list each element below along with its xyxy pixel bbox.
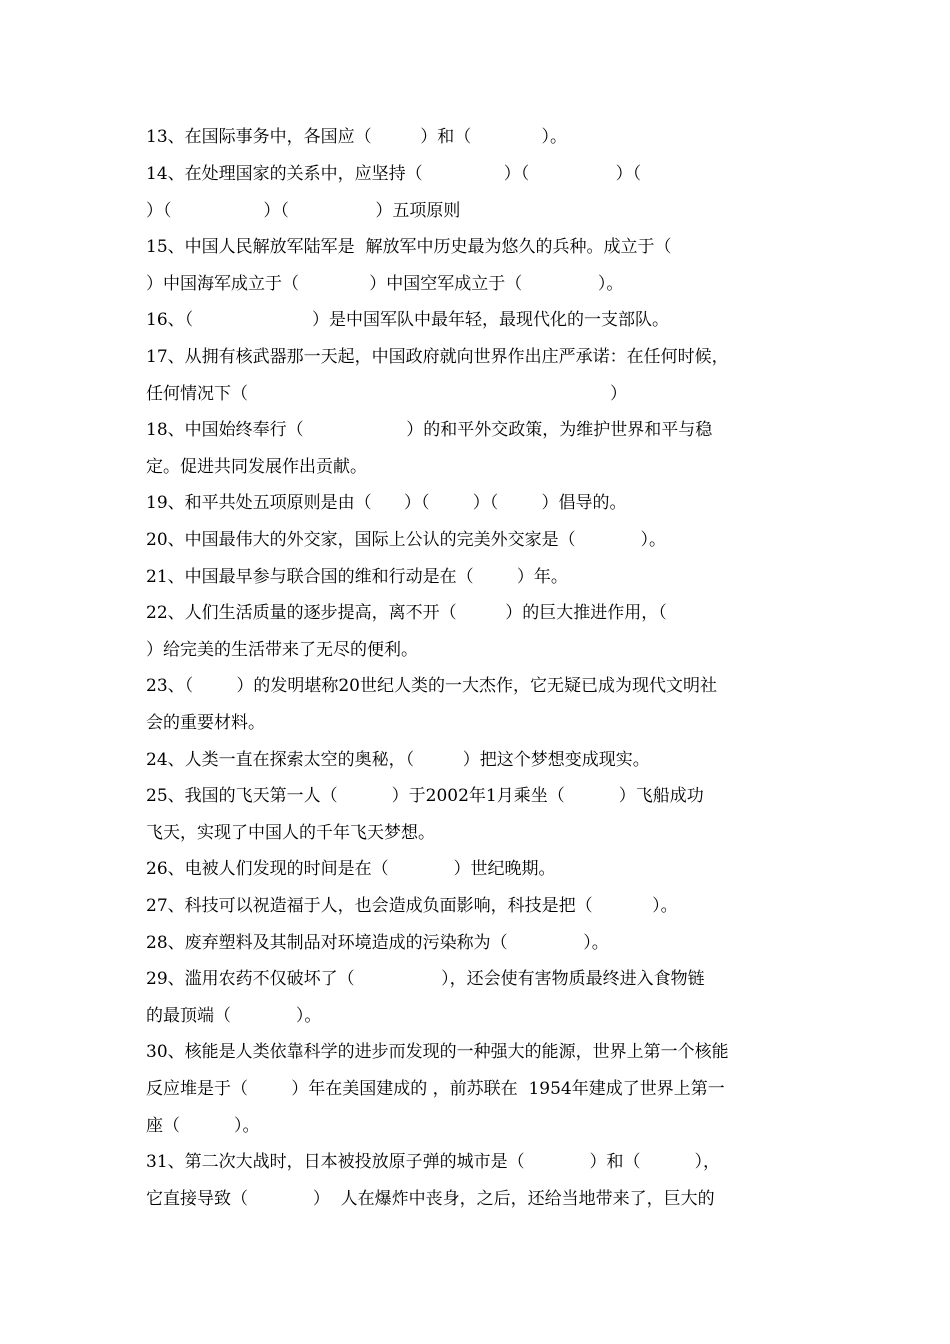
question-22-line-1: 22、人们生活质量的逐步提高，离不开（ ）的巨大推进作用，（	[146, 603, 667, 623]
question-17-line-1: 17、从拥有核武器那一天起，中国政府就向世界作出庄严承诺：在任何时候，	[146, 347, 729, 367]
question-30-line-3: 座（ ）。	[146, 1116, 260, 1136]
question-30-line-1: 30、核能是人类依靠科学的进步而发现的一种强大的能源，世界上第一个核能	[146, 1042, 729, 1062]
question-16-line: 16、（ ）是中国军队中最年轻，最现代化的一支部队。	[146, 310, 670, 330]
question-29-line-2: 的最顶端（ ）。	[146, 1006, 322, 1026]
question-22-line-2: ）给完美的生活带来了无尽的便利。	[146, 640, 418, 660]
question-17-line-2: 任何情况下（ ）	[146, 384, 628, 404]
question-20-line: 20、中国最伟大的外交家，国际上公认的完美外交家是（ ）。	[146, 530, 666, 550]
question-31-line-1: 31、第二次大战时，日本被投放原子弹的城市是（ ）和（ ），	[146, 1152, 721, 1172]
question-25-line-2: 飞天，实现了中国人的千年飞天梦想。	[146, 823, 435, 843]
question-29-line-1: 29、滥用农药不仅破坏了（ ），还会使有害物质最终进入食物链	[146, 969, 705, 989]
question-25-line-1: 25、我国的飞天第一人（ ）于2002年1月乘坐（ ）飞船成功	[146, 786, 704, 806]
question-18-line-2: 定。促进共同发展作出贡献。	[146, 457, 367, 477]
question-13-line: 13、在国际事务中，各国应（ ）和（ ）。	[146, 127, 568, 147]
question-30-line-2: 反应堆是于（ ）年在美国建成的 ，前苏联在 1954年建成了世界上第一	[146, 1079, 725, 1099]
question-19-line: 19、和平共处五项原则是由（ ）（ ）（ ）倡导的。	[146, 493, 627, 513]
question-14-line-2: ）（ ）（ ）五项原则	[146, 201, 461, 221]
question-26-line: 26、电被人们发现的时间是在（ ）世纪晚期。	[146, 859, 556, 879]
question-14-line-1: 14、在处理国家的关系中，应坚持（ ）（ ）（	[146, 164, 642, 184]
question-18-line-1: 18、中国始终奉行（ ）的和平外交政策，为维护世界和平与稳	[146, 420, 713, 440]
question-21-line: 21、中国最早参与联合国的维和行动是在（ ）年。	[146, 567, 568, 587]
question-23-line-1: 23、（ ）的发明堪称20世纪人类的一大杰作，它无疑已成为现代文明社	[146, 676, 717, 696]
question-31-line-2: 它直接导致（ ） 人在爆炸中丧身，之后，还给当地带来了，巨大的	[146, 1189, 715, 1209]
question-23-line-2: 会的重要材料。	[146, 713, 265, 733]
question-15-line-1: 15、中国人民解放军陆军是 解放军中历史最为悠久的兵种。成立于（	[146, 237, 672, 257]
question-24-line: 24、人类一直在探索太空的奥秘，（ ）把这个梦想变成现实。	[146, 750, 650, 770]
question-27-line: 27、科技可以祝造福于人，也会造成负面影响，科技是把（ ）。	[146, 896, 678, 916]
question-15-line-2: ）中国海军成立于（ ）中国空军成立于（ ）。	[146, 274, 624, 294]
question-28-line: 28、废弃塑料及其制品对环境造成的污染称为（ ）。	[146, 933, 609, 953]
